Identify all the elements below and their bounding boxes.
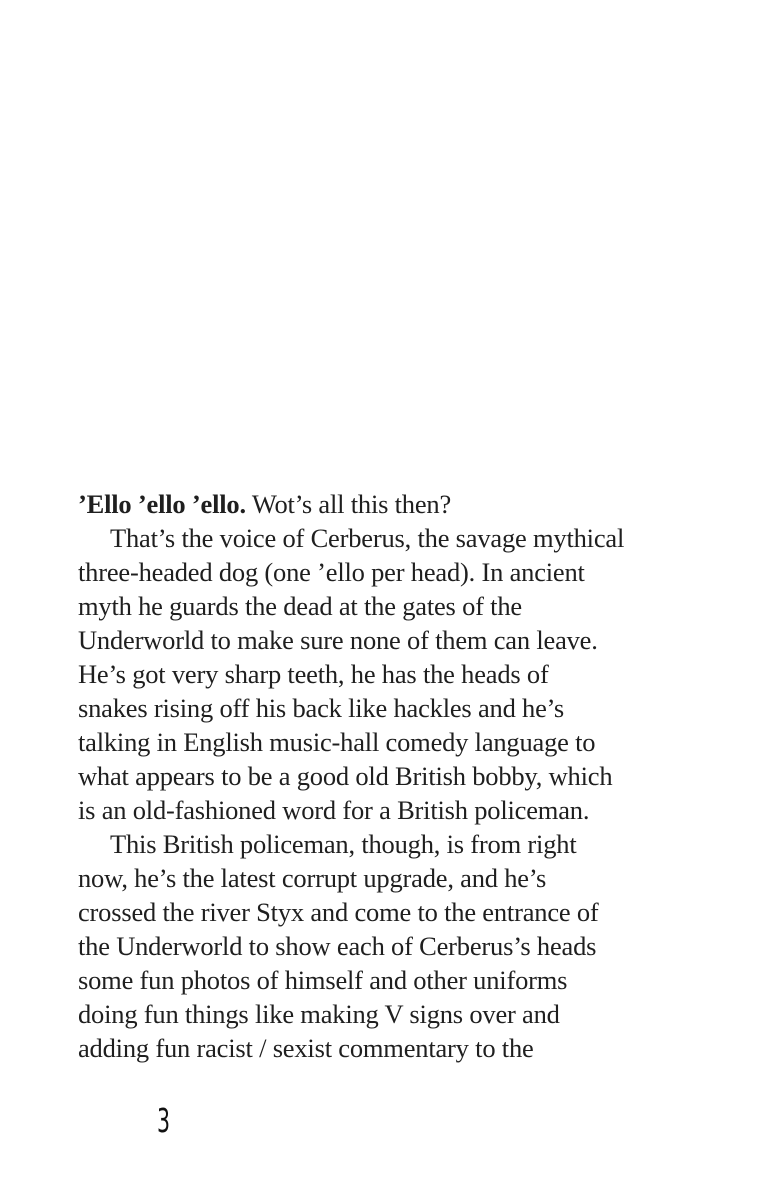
text-line: the Underworld to show each of Cerberus’s heads <box>78 931 597 961</box>
page-number: 3 <box>157 1101 171 1140</box>
text-line: now, he’s the latest corrupt upgrade, and he’s <box>78 863 547 893</box>
text-line: ’Ello ’ello ’ello. Wot’s all this then? <box>78 489 452 519</box>
text-line: three-headed dog (one ’ello per head). In ancient <box>78 557 585 587</box>
text-line: That’s the voice of Cerberus, the savage mythical <box>110 523 625 553</box>
text-line: adding fun racist / sexist commentary to the <box>78 1033 534 1063</box>
text-block <box>78 487 698 1065</box>
bold-lead-text: ’Ello ’ello ’ello. <box>78 489 246 519</box>
text-line: talking in English music-hall comedy language to <box>78 727 596 757</box>
text-line: Underworld to make sure none of them can leave. <box>78 625 598 655</box>
text-line: what appears to be a good old British bobby, which <box>78 761 613 791</box>
text-line: This British policeman, though, is from right <box>110 829 577 859</box>
text-line: myth he guards the dead at the gates of the <box>78 591 522 621</box>
text-line: snakes rising off his back like hackles and he’s <box>78 693 564 723</box>
text-line: is an old-fashioned word for a British policeman. <box>78 795 590 825</box>
text-line: doing fun things like making V signs over and <box>78 999 560 1029</box>
text-line: some fun photos of himself and other uniforms <box>78 965 568 995</box>
text-line: crossed the river Styx and come to the entrance of <box>78 897 599 927</box>
text-line: He’s got very sharp teeth, he has the heads of <box>78 659 549 689</box>
